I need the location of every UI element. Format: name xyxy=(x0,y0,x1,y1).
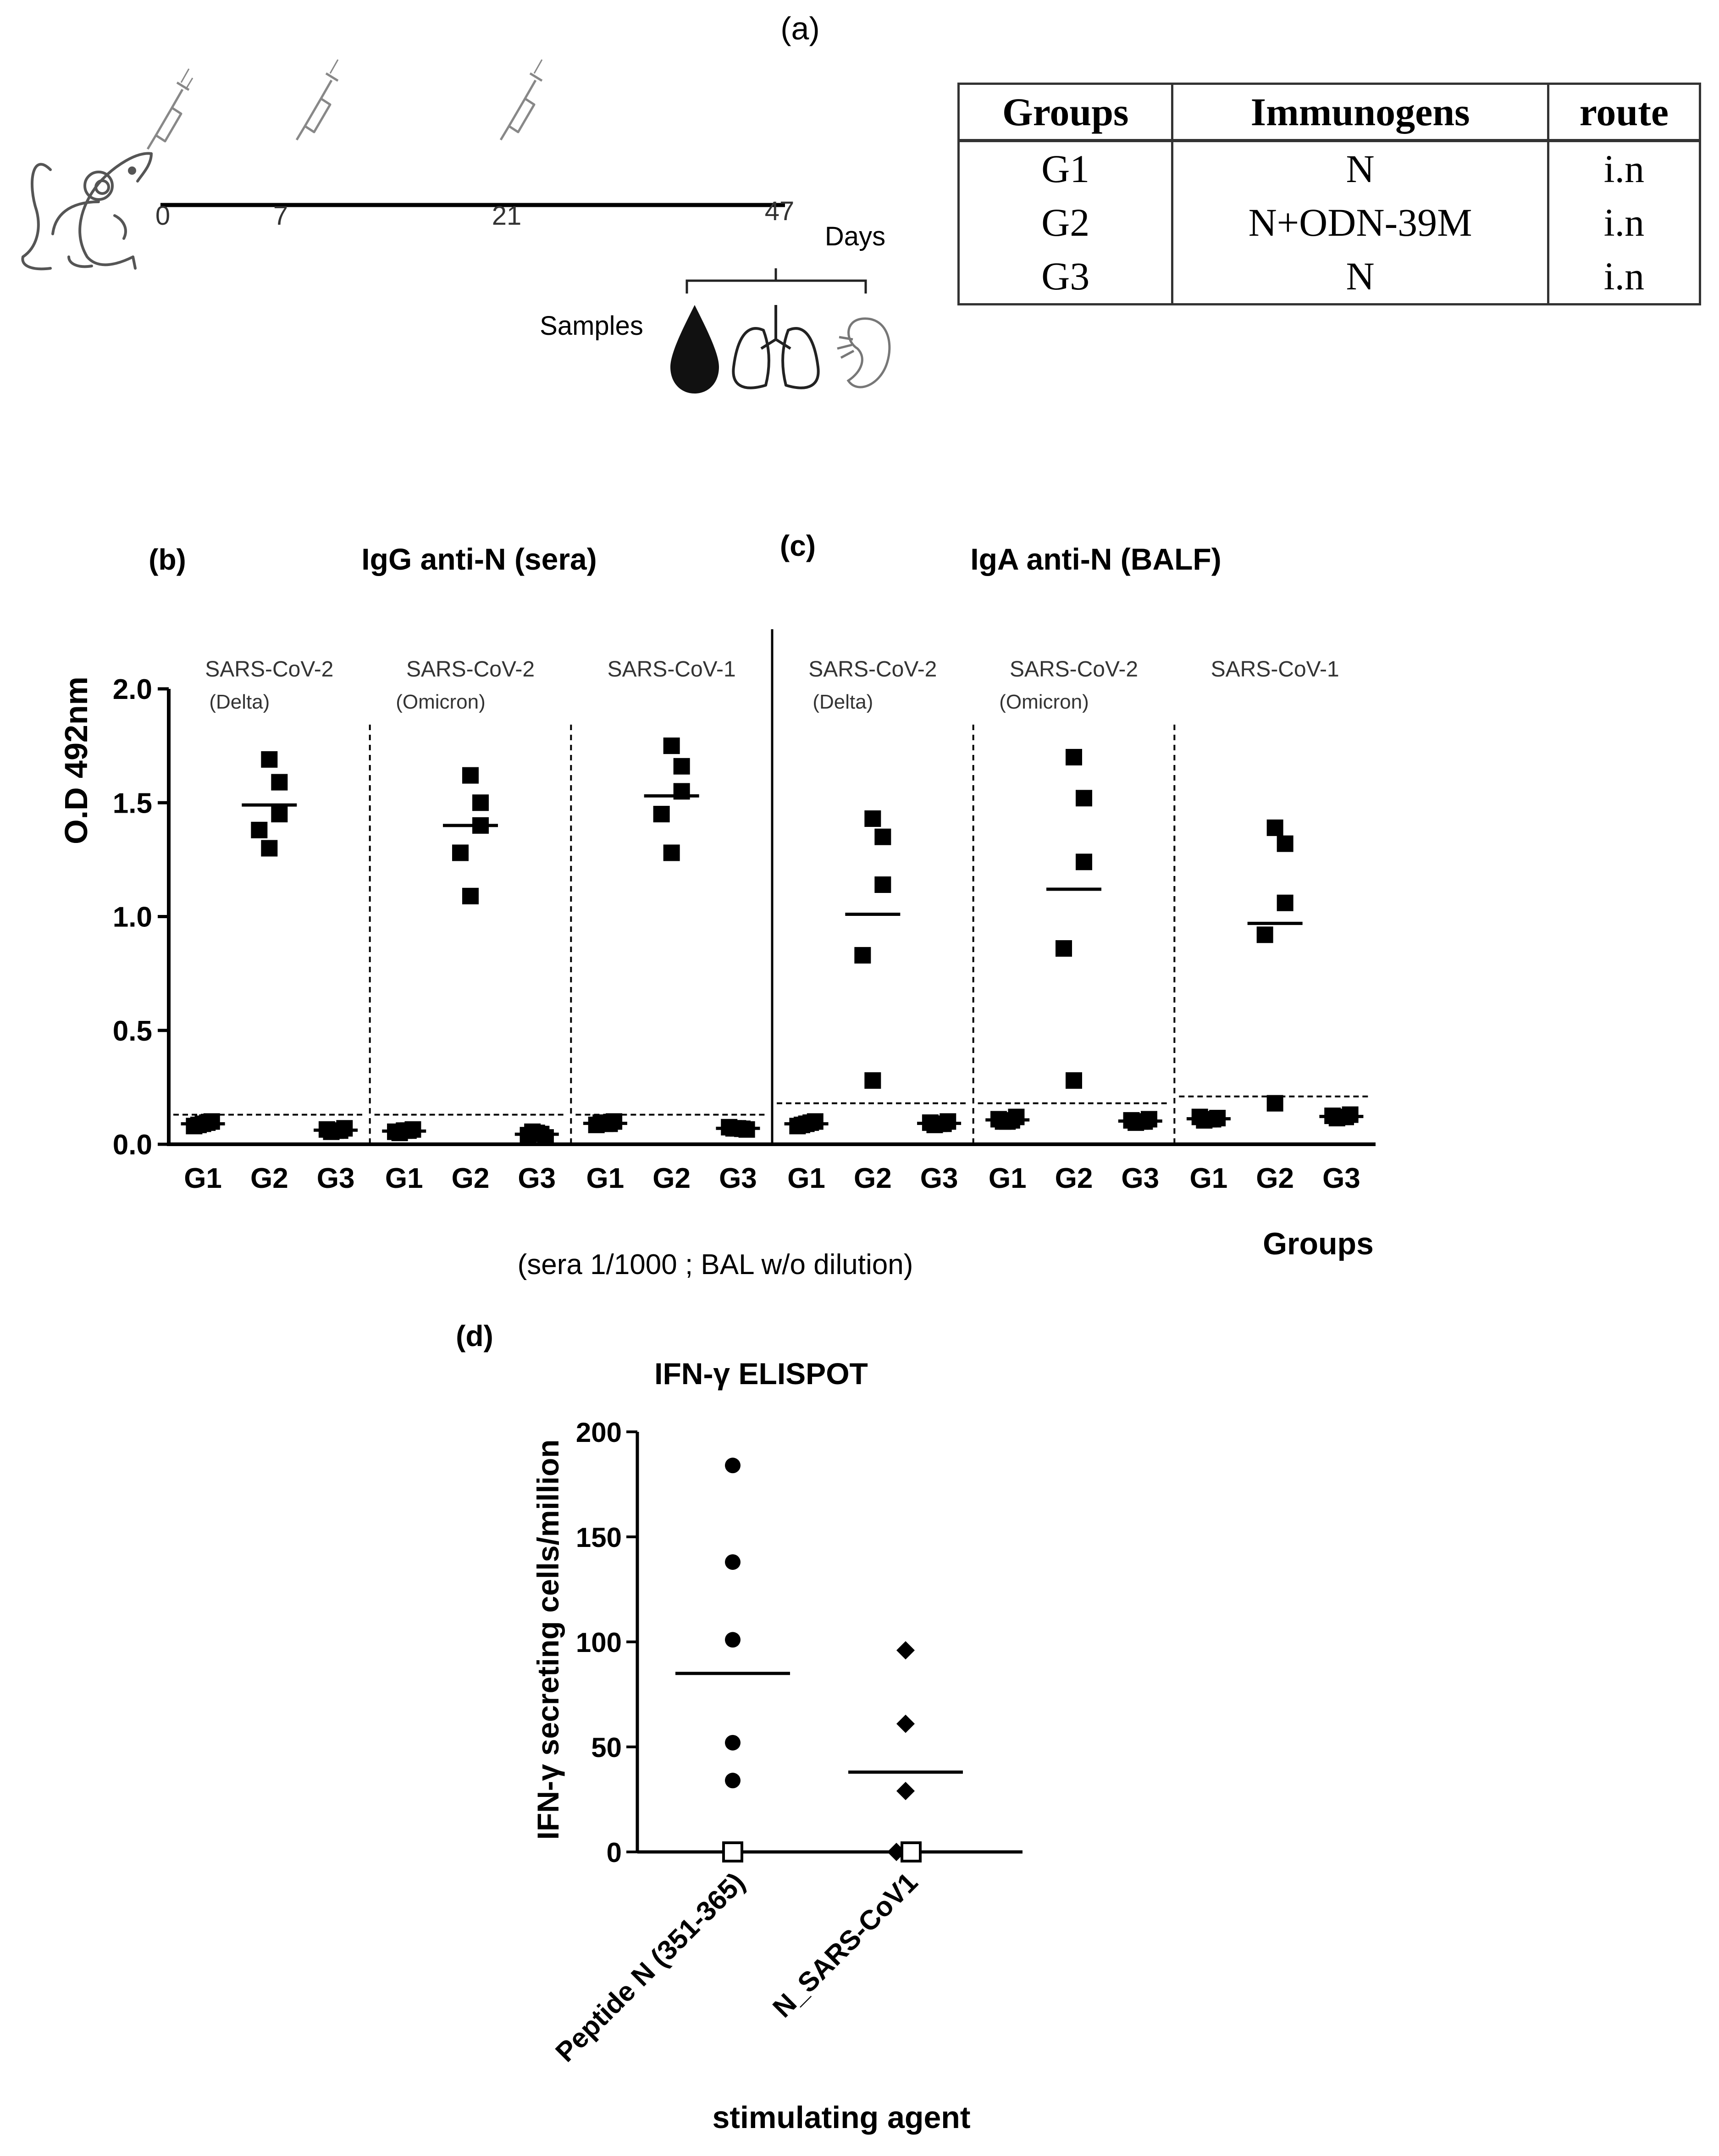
x-tick-label: G1 xyxy=(988,1163,1027,1194)
syringe-icon xyxy=(148,69,193,149)
control-point xyxy=(902,1843,920,1861)
table-cell: N xyxy=(1172,249,1548,305)
mouse-icon xyxy=(22,153,151,269)
data-point xyxy=(261,751,277,768)
data-point xyxy=(864,1072,881,1089)
timeline-day-label: 21 xyxy=(492,201,522,231)
x-axis-label: Groups xyxy=(1263,1226,1374,1261)
subpanel-title: SARS-CoV-2 xyxy=(205,657,334,682)
elispot-plot xyxy=(549,1417,1023,2068)
data-point xyxy=(1277,895,1293,911)
data-point xyxy=(674,758,690,775)
data-point xyxy=(462,888,479,904)
x-tick-label: G2 xyxy=(451,1163,490,1194)
x-tick-label: G2 xyxy=(652,1163,691,1194)
panel-b-title: IgG anti-N (sera) xyxy=(361,542,597,576)
table-header: route xyxy=(1548,84,1700,141)
data-point xyxy=(725,1458,741,1473)
table-row xyxy=(959,140,1700,196)
x-tick-label: G1 xyxy=(385,1163,423,1194)
subpanel-variant: (Omicron) xyxy=(999,691,1089,713)
samples-bracket xyxy=(687,268,866,294)
table-row xyxy=(959,249,1700,305)
panel-c-label: (c) xyxy=(779,529,816,562)
subpanel-title: SARS-CoV-1 xyxy=(1210,657,1339,682)
data-point xyxy=(874,829,891,845)
table-cell: i.n xyxy=(1548,249,1700,305)
y-tick-label: 0.5 xyxy=(112,1015,152,1047)
data-point xyxy=(472,794,489,811)
data-point xyxy=(653,806,670,822)
panel-d-label: (d) xyxy=(456,1319,493,1352)
y-tick-label: 50 xyxy=(591,1732,622,1763)
table-cell: N+ODN-39M xyxy=(1172,196,1548,249)
x-tick-label: G1 xyxy=(1189,1163,1228,1194)
table-cell: G2 xyxy=(959,196,1172,249)
data-point xyxy=(896,1641,915,1659)
syringe-icon xyxy=(297,60,338,140)
data-point xyxy=(271,774,287,791)
panel-c-title: IgA anti-N (BALF) xyxy=(970,542,1222,576)
x-tick-label: G1 xyxy=(184,1163,222,1194)
data-point xyxy=(1277,836,1293,852)
footnote: (sera 1/1000 ; BAL w/o dilution) xyxy=(517,1249,913,1280)
y-tick-label: 0.0 xyxy=(112,1129,152,1161)
y-tick-label: 0 xyxy=(606,1837,622,1868)
x-tick-label: G3 xyxy=(518,1163,556,1194)
subpanel-variant: (Delta) xyxy=(209,691,270,713)
y-tick-label: 100 xyxy=(575,1627,622,1658)
immunization-table xyxy=(957,83,1701,305)
samples-label: Samples xyxy=(540,311,643,341)
data-point xyxy=(1076,790,1092,806)
x-tick-label: G3 xyxy=(920,1163,958,1194)
data-point xyxy=(1267,820,1283,836)
panel-b-label: (b) xyxy=(149,543,186,576)
table-header: Groups xyxy=(959,84,1172,141)
data-point xyxy=(1066,749,1082,765)
x-tick-label: G2 xyxy=(1055,1163,1093,1194)
data-point xyxy=(725,1554,741,1570)
data-point xyxy=(1056,940,1072,957)
table-cell: N xyxy=(1172,140,1548,196)
elispot-title: IFN-γ ELISPOT xyxy=(654,1357,868,1391)
data-point xyxy=(251,822,267,838)
elispot-y-axis-label: IFN-γ secreting cells/million xyxy=(531,1439,565,1840)
table-row xyxy=(959,196,1700,249)
timeline-day-label: 47 xyxy=(764,196,795,226)
y-tick-label: 1.0 xyxy=(112,901,152,933)
lungs-icon xyxy=(733,305,818,388)
y-tick-label: 1.5 xyxy=(112,787,152,820)
x-tick-label: G1 xyxy=(586,1163,625,1194)
x-tick-label: G2 xyxy=(853,1163,892,1194)
table-header: Immunogens xyxy=(1172,84,1548,141)
data-point xyxy=(864,810,881,827)
table-cell: G1 xyxy=(959,140,1172,196)
data-point xyxy=(725,1773,741,1788)
control-point xyxy=(724,1843,742,1861)
data-point xyxy=(261,840,277,857)
x-tick-label: G3 xyxy=(1121,1163,1160,1194)
subpanel-variant: (Omicron) xyxy=(396,691,486,713)
x-tick-label: G2 xyxy=(250,1163,288,1194)
x-tick-label: G1 xyxy=(787,1163,825,1194)
data-point xyxy=(1066,1072,1082,1089)
subpanel-title: SARS-CoV-2 xyxy=(1009,657,1139,682)
data-point xyxy=(725,1632,741,1647)
x-tick-label: N_SARS-CoV1 xyxy=(767,1866,924,2023)
table-cell: i.n xyxy=(1548,140,1700,196)
syringe-icon xyxy=(501,60,542,140)
od-plot xyxy=(113,629,1376,1194)
data-point xyxy=(663,844,680,861)
panel-a-label: (a) xyxy=(780,11,820,46)
data-point xyxy=(1076,854,1092,870)
data-point xyxy=(896,1782,915,1800)
table-cell: G3 xyxy=(959,249,1172,305)
days-label: Days xyxy=(824,222,886,251)
data-point xyxy=(663,737,680,754)
elispot-x-axis-label: stimulating agent xyxy=(712,2100,971,2135)
data-point xyxy=(462,767,479,784)
x-tick-label: G3 xyxy=(1322,1163,1360,1194)
data-point xyxy=(1267,1095,1283,1112)
data-point xyxy=(725,1735,741,1751)
data-point xyxy=(854,947,871,964)
y-tick-label: 2.0 xyxy=(112,674,152,705)
y-tick-label: 150 xyxy=(575,1522,622,1553)
table-cell: i.n xyxy=(1548,196,1700,249)
blood-drop-icon xyxy=(670,305,719,394)
subpanel-variant: (Delta) xyxy=(813,691,873,713)
timeline-day-label: 7 xyxy=(273,201,288,231)
data-point xyxy=(874,876,891,893)
table-header-row xyxy=(959,84,1700,141)
data-point xyxy=(452,844,469,861)
timeline-day-label: 0 xyxy=(155,201,171,231)
subpanel-title: SARS-CoV-2 xyxy=(808,657,937,682)
data-point xyxy=(271,806,287,822)
data-point xyxy=(1257,926,1273,943)
x-tick-label: G2 xyxy=(1256,1163,1294,1194)
y-axis-label: O.D 492nm xyxy=(58,676,94,844)
subpanel-title: SARS-CoV-1 xyxy=(607,657,736,682)
x-tick-label: G3 xyxy=(719,1163,757,1194)
x-tick-label: Peptide N (351-365) xyxy=(549,1866,751,2068)
subpanel-title: SARS-CoV-2 xyxy=(406,657,535,682)
spleen-icon xyxy=(837,319,890,387)
x-tick-label: G3 xyxy=(316,1163,355,1194)
y-tick-label: 200 xyxy=(575,1417,622,1448)
data-point xyxy=(896,1715,915,1733)
